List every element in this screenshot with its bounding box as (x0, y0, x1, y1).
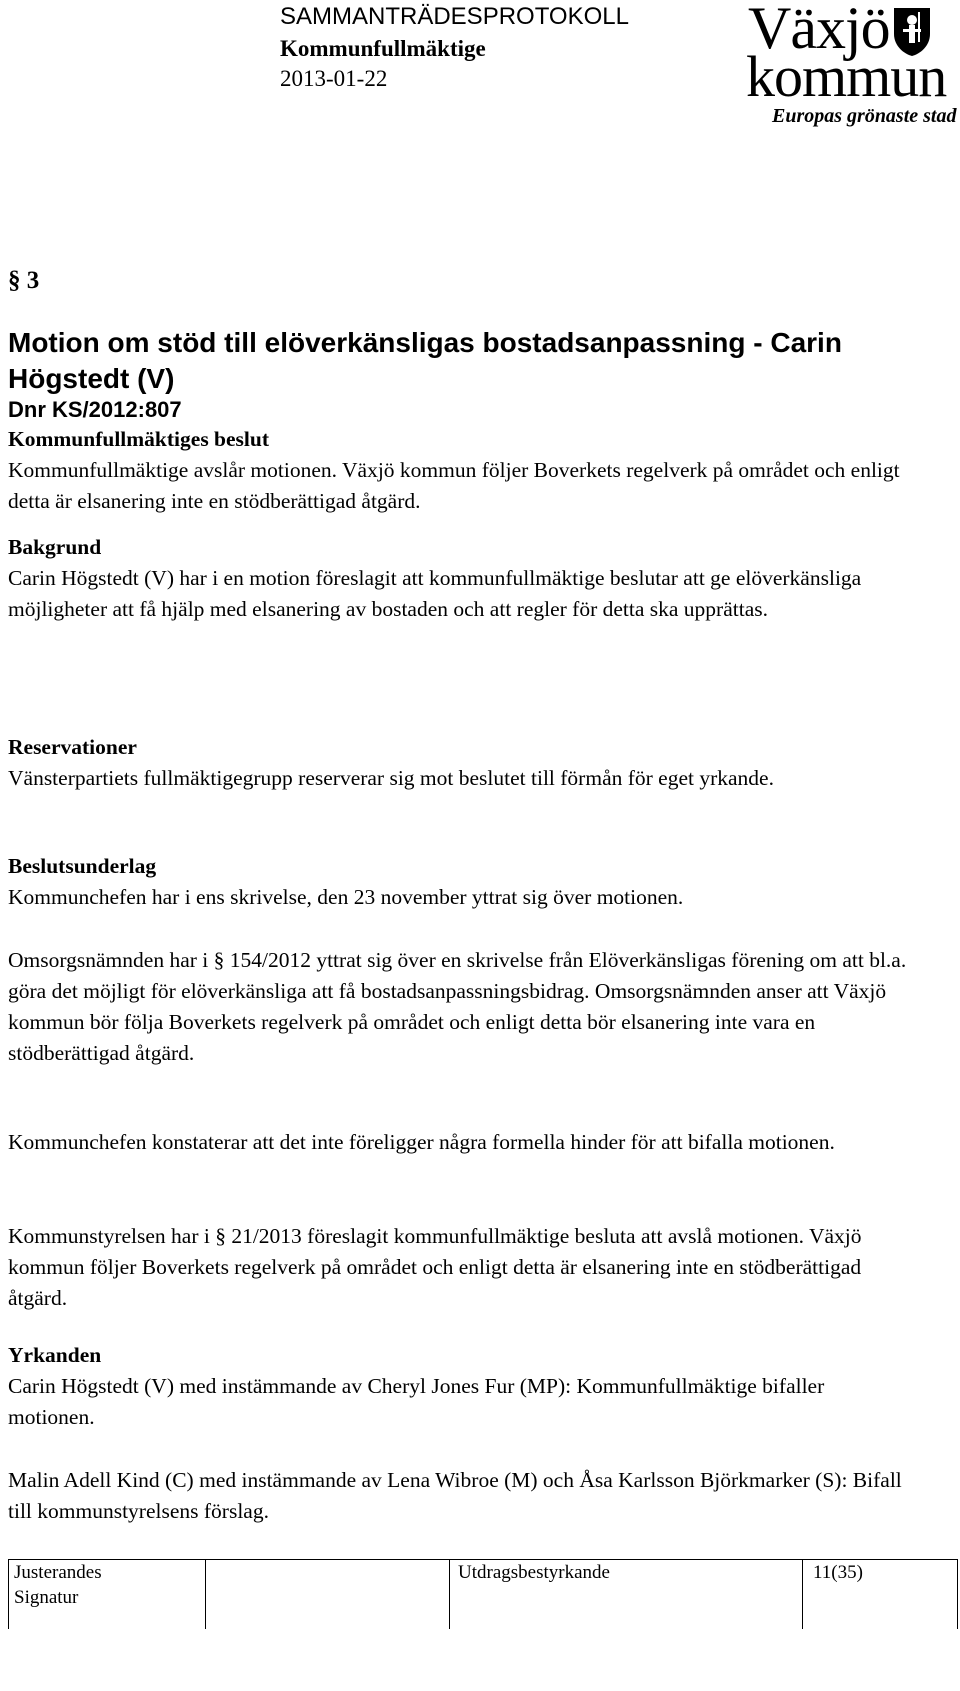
decision-basis-section-3 (8, 1127, 908, 1158)
decision-basis-paragraph: Kommunstyrelsen har i § 21/2013 föreslagit kommunfullmäktige besluta att avslå motionen. Växjö kommun följer Boverkets regelverk på området och enligt detta är elsanering inte en stödberättigad åtgärd. (8, 1224, 862, 1310)
decision-basis-section-4 (8, 1221, 908, 1314)
decision-basis-heading: Beslutsunderlag (8, 854, 157, 878)
decision-basis-section-2 (8, 945, 908, 1069)
logo-word-kommun: kommun (746, 44, 947, 109)
protocol-title: SAMMANTRÄDESPROTOKOLL (280, 3, 629, 30)
assembly-name: Kommunfullmäktige (280, 36, 486, 61)
footer-divider (449, 1559, 450, 1629)
decision-text: Kommunfullmäktige avslår motionen. Växjö kommun följer Boverkets regelverk på området och enligt detta är elsanering inte en stödberättigad åtgärd. (8, 458, 900, 513)
decision-section (8, 424, 908, 517)
proposal-paragraph: Malin Adell Kind (C) med instämmande av Lena Wibroe (M) och Åsa Karlsson Björkmarker (S): Bifall till kommunstyrelsens förslag. (8, 1468, 902, 1523)
vaxjo-kommun-logo (748, 0, 960, 135)
signatur-label: Signatur (14, 1587, 79, 1608)
proposals-section (8, 1340, 908, 1433)
logo-tagline: Europas grönaste stad (772, 105, 957, 127)
footer-divider (957, 1559, 958, 1629)
background-text: Carin Högstedt (V) har i en motion föreslagit att kommunfullmäktige beslutar att ge elöverkänsliga möjligheter att få hjälp med elsanering av bostaden och att regler för detta ska upprättas. (8, 566, 862, 621)
proposals-heading: Yrkanden (8, 1343, 102, 1367)
footer (0, 1559, 960, 1691)
utdragsbestyrkande-label: Utdragsbestyrkande (458, 1562, 610, 1583)
page-number: 11(35) (813, 1562, 863, 1583)
decision-heading: Kommunfullmäktiges beslut (8, 427, 270, 451)
motion-title: Motion om stöd till elöverkänsligas bostadsanpassning - Carin Högstedt (V) (8, 327, 842, 394)
justerandes-label: Justerandes (14, 1562, 102, 1583)
proposals-section-2 (8, 1465, 908, 1527)
meeting-date: 2013-01-22 (280, 66, 388, 91)
footer-divider (205, 1559, 206, 1629)
reservations-section (8, 732, 908, 794)
footer-divider (802, 1559, 803, 1629)
decision-basis-paragraph: Omsorgsnämnden har i § 154/2012 yttrat sig över en skrivelse från Elöverkänsligas förening om att bl.a. göra det möjligt för elöverkänsliga att få bostadsanpassningsbidrag. Omsorgsnämnden anser att Växjö kommun bör följa Boverkets regelverk på området och enligt detta bör elsanering inte vara en stödberättigad åtgärd. (8, 948, 907, 1065)
decision-basis-paragraph: Kommunchefen konstaterar att det inte föreligger några formella hinder för att bifalla motionen. (8, 1130, 835, 1154)
paragraph-number: § 3 (8, 267, 40, 294)
background-heading: Bakgrund (8, 535, 102, 559)
background-section (8, 532, 908, 625)
reservations-heading: Reservationer (8, 735, 137, 759)
decision-basis-section (8, 851, 908, 913)
logo-word-vaxjo: Växjö (748, 0, 890, 61)
case-number: Dnr KS/2012:807 (8, 397, 182, 422)
proposal-paragraph: Carin Högstedt (V) med instämmande av Cheryl Jones Fur (MP): Kommunfullmäktige bifaller motionen. (8, 1374, 825, 1429)
decision-basis-paragraph: Kommunchefen har i ens skrivelse, den 23 november yttrat sig över motionen. (8, 885, 684, 909)
footer-rule (8, 1559, 958, 1560)
footer-divider (8, 1559, 9, 1629)
reservations-text: Vänsterpartiets fullmäktigegrupp reserverar sig mot beslutet till förmån för eget yrkande. (8, 766, 774, 790)
